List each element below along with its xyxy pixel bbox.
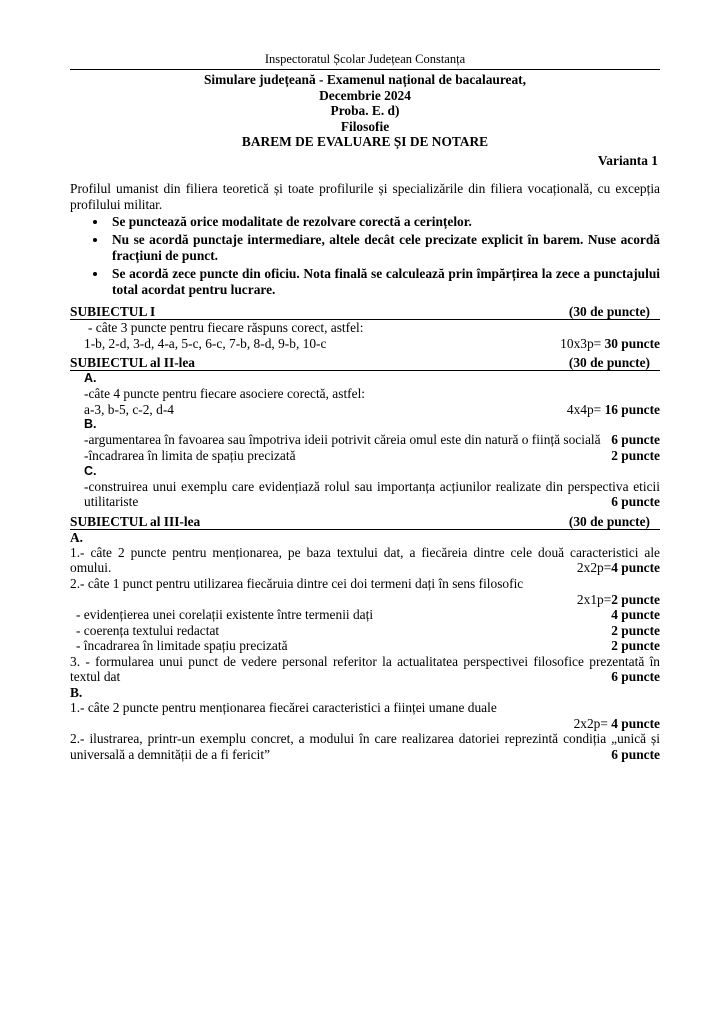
s2-b-line2-row <box>84 448 660 464</box>
s3-a2-item-text: - coerența textului redactat <box>76 622 220 638</box>
section-3-title: SUBIECTUL al III-lea <box>70 513 201 529</box>
s3-a3: 3. - formularea unui punct de vedere personal referitor la actualitatea perspectivei filosofice prezentată în textul dat <box>70 653 660 685</box>
s3-b2-points: 6 puncte <box>611 746 660 762</box>
section-1-title: SUBIECTUL I <box>70 303 156 319</box>
s3-a1-calc <box>70 560 660 576</box>
s2-a-calc-total: 16 puncte <box>604 401 660 417</box>
title-line-3: Proba. E. d) <box>330 103 400 119</box>
s2-b-line1: -argumentarea în favoarea sau împotriva ideii potrivit căreia omul este din natură o ființă socială <box>84 432 601 448</box>
s1-answers-row <box>70 336 660 352</box>
s1-instruction <box>70 320 660 336</box>
s3-a3-points: 6 puncte <box>611 669 660 685</box>
inspectorate-header: Inspectoratul Școlar Județean Constanța <box>264 52 466 66</box>
s2-c-line1: -construirea unui exemplu care evidențiază rolul sau importanța acțiunilor realizate din perspectiva eticii utilitariste <box>84 478 660 510</box>
s3-a2: 2.- câte 1 punct pentru utilizarea fiecăruia dintre cei doi termeni dați în sens filosofic <box>70 575 524 591</box>
s2-a-calc-prefix: 4x4p= <box>566 401 605 417</box>
s2-a-answers: a-3, b-5, c-2, d-4 <box>84 401 174 417</box>
section-1-heading <box>70 304 660 320</box>
intro-text: Profilul umanist din filiera teoretică și toate profilurile și specializările din filiera vocațională, cu excepția profilului militar. <box>70 180 660 212</box>
s3-a2-calc <box>70 592 660 608</box>
s3-b1-calc-total: 4 puncte <box>611 715 660 731</box>
section-2-points: (30 de puncte) <box>568 355 650 371</box>
s3-a1: 1.- câte 2 puncte pentru menționarea, pe baza textului dat, a fiecăreia dintre cele două caracteristici ale omului. <box>70 544 660 576</box>
s2-b-line2: -încadrarea în limita de spațiu precizată <box>84 447 296 463</box>
header-rule <box>70 69 660 70</box>
s3-b2: 2.- ilustrarea, printr-un exemplu concret, a modului în care realizarea datoriei reprezintă condiția „unică și universală a demnității de a fi fericit” <box>70 731 660 762</box>
s2-c-line1-points: 6 puncte <box>611 494 660 510</box>
document-title <box>70 72 660 150</box>
s1-answers: 1-b, 2-d, 3-d, 4-a, 5-c, 6-c, 7-b, 8-d, 9-b, 10-c <box>84 335 327 351</box>
s3-a2-item-points: 2 puncte <box>611 638 660 654</box>
title-line-1: Simulare județeană - Examenul național de bacalaureat, <box>203 72 526 87</box>
title-line-4: Filosofie <box>340 118 390 134</box>
s1-calc <box>560 336 660 352</box>
rule-item: • Se acordă zece puncte din oficiu. Nota finală se calculează prin împărțirea la zece a punctajului total acordat pentru lucrare. <box>108 266 660 298</box>
s2-c-label: C. <box>84 463 97 478</box>
s3-a2-item-row <box>70 607 660 623</box>
section-3-heading <box>70 514 660 530</box>
section-2-body <box>70 371 660 510</box>
s2-b-line1-points: 6 puncte <box>611 432 660 448</box>
s3-a2-calc-total: 2 puncte <box>611 591 660 607</box>
section-3-points: (30 de puncte) <box>568 513 650 529</box>
s3-a2-item-row <box>70 623 660 639</box>
rules-list <box>70 214 660 298</box>
s1-calc-prefix: 10x3p= <box>560 335 605 351</box>
s3-a2-item-text: - încadrarea în limitade spațiu precizată <box>76 638 288 654</box>
s3-a2-item-points: 4 puncte <box>611 607 660 623</box>
s3-a2-item-text: - evidențierea unei corelații existente între termenii dați <box>76 607 374 623</box>
s3-b1-calc <box>70 716 660 732</box>
s2-a-instruction <box>84 386 660 402</box>
s3-a-label: A. <box>70 529 84 545</box>
section-2-heading <box>70 355 660 371</box>
s2-a-label: A. <box>84 371 97 386</box>
section-1-points: (30 de puncte) <box>568 303 650 319</box>
s2-a-calc <box>567 402 660 418</box>
s3-a1-calc-total: 4 puncte <box>611 560 660 576</box>
s3-b1: 1.- câte 2 puncte pentru menționarea fiecărei caracteristici a ființei umane duale <box>70 700 497 716</box>
s2-b-line2-points: 2 puncte <box>611 447 660 463</box>
title-line-5: BAREM DE EVALUARE ȘI DE NOTARE <box>241 134 489 150</box>
section-3-body <box>70 530 660 763</box>
s2-a-instruction-text: -câte 4 puncte pentru fiecare asociere corectă, astfel: <box>84 386 366 402</box>
s3-a2-item-points: 2 puncte <box>611 622 660 638</box>
s3-b-label: B. <box>70 685 83 701</box>
s1-instruction-text: - câte 3 puncte pentru fiecare răspuns corect, astfel: <box>88 319 364 335</box>
s3-a2-item-row <box>70 638 660 654</box>
section-2-title: SUBIECTUL al II-lea <box>70 355 196 371</box>
s3-b1-calc-prefix: 2x2p= <box>573 715 612 731</box>
document-page <box>70 52 660 762</box>
rule-item: • Nu se acordă punctaje intermediare, altele decât cele precizate explicit în barem. Nuse acordă fracțiuni de punct. <box>108 232 660 264</box>
rule-item: • Se punctează orice modalitate de rezolvare corectă a cerințelor. <box>108 214 660 230</box>
title-line-2: Decembrie 2024 <box>319 87 411 103</box>
s3-a2-calc-prefix: 2x1p= <box>576 591 612 607</box>
variant-label: Varianta 1 <box>597 152 658 168</box>
s1-calc-total: 30 puncte <box>604 335 660 351</box>
s2-a-answers-row <box>84 402 660 418</box>
s3-a1-calc-prefix: 2x2p= <box>576 560 612 576</box>
s2-b-label: B. <box>84 417 97 432</box>
